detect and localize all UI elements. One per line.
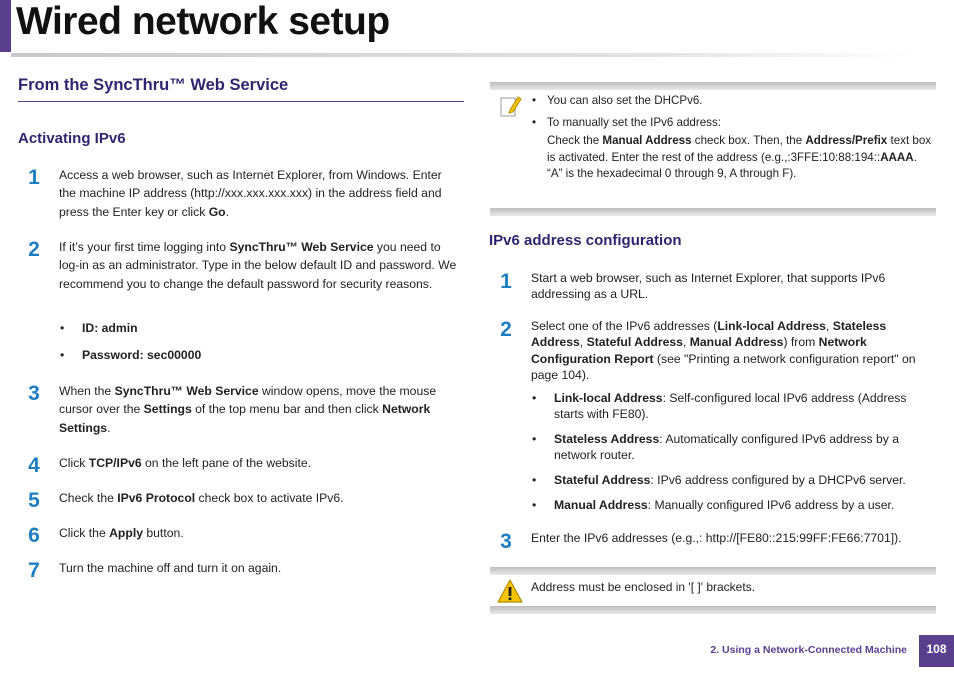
warning-top-bar — [490, 567, 936, 575]
section-heading: From the SyncThru™ Web Service — [18, 76, 289, 94]
pencil-note-icon — [497, 94, 523, 120]
sub-heading: IPv6 address configuration — [489, 232, 682, 249]
step-number: 2 — [28, 238, 40, 261]
step-text: Click the Apply button. — [59, 526, 184, 540]
header-accent-bar — [0, 0, 11, 52]
step-text: If it’s your first time logging into SyncThru™ Web Service you need to log-in as an administrator. Type in the below default ID and password. We recommend you to change the default password for security reasons. — [59, 240, 457, 291]
step-number: 2 — [500, 318, 512, 341]
step-number: 3 — [28, 382, 40, 405]
note-bottom-bar — [490, 208, 936, 216]
step-text: Check the IPv6 Protocol check box to activate IPv6. — [59, 491, 344, 505]
warning-text: Address must be enclosed in '[ ]' brackets. — [531, 580, 756, 594]
step-number: 4 — [28, 454, 40, 477]
step-text: Turn the machine off and turn it on again. — [59, 561, 282, 575]
bullet-item: • Link-local Address: Self-configured local IPv6 address (Address starts with FE80). — [554, 390, 929, 423]
step-text: Click TCP/IPv6 on the left pane of the website. — [59, 456, 312, 470]
footer-chapter: 2. Using a Network-Connected Machine — [710, 644, 907, 656]
step-number: 3 — [500, 530, 512, 553]
step-number: 5 — [28, 489, 40, 512]
step-text: Enter the IPv6 addresses (e.g.,: http://[FE80::215:99FF:FE66:7701]). — [531, 531, 902, 545]
page-number: 108 — [919, 635, 954, 667]
step-text: Access a web browser, such as Internet Explorer, from Windows. Enter the machine IP address (http://xxx.xxx.xxx.xxx) in the address field and press the Enter key or click Go. — [59, 168, 442, 219]
step-text: When the SyncThru™ Web Service window opens, move the mouse cursor over the Settings of the top menu bar and then click Network Settings. — [59, 384, 437, 435]
page-title: Wired network setup — [16, 0, 390, 43]
step-number: 1 — [28, 166, 40, 189]
bullet-item: • Stateful Address: IPv6 address configured by a DHCPv6 server. — [554, 472, 929, 488]
step-text: Start a web browser, such as Internet Explorer, that supports IPv6 addressing as a URL. — [531, 271, 886, 302]
warning-icon — [496, 578, 524, 604]
step-number: 6 — [28, 524, 40, 547]
step-number: 1 — [500, 270, 512, 293]
sub-heading: Activating IPv6 — [18, 130, 126, 147]
bullet-item: • ID: admin — [82, 321, 138, 335]
bullet-item: • Stateless Address: Automatically configured IPv6 address by a network router. — [554, 431, 929, 464]
note-detail: Check the Manual Address check box. Then, the Address/Prefix text box is activated. Enter the rest of the address (e.g.,:3FFE:10:88:194::AAAA. “A” is the hexadecimal 0 through 9, A through F). — [547, 134, 932, 181]
bullet-item: • Password: sec00000 — [82, 348, 201, 362]
step-number: 7 — [28, 559, 40, 582]
title-divider — [11, 53, 916, 57]
note-top-bar — [490, 82, 936, 90]
step-text: Select one of the IPv6 addresses (Link-local Address, Stateless Address, Stateful Address, Manual Address) from Network Configuration Report (see "Printing a network configuration report" on page 104). — [531, 319, 916, 383]
warning-bottom-bar — [490, 606, 936, 614]
note-item: • You can also set the DHCPv6. — [547, 93, 703, 110]
bullet-item: • Manual Address: Manually configured IPv6 address by a user. — [554, 497, 929, 513]
note-item: • To manually set the IPv6 address: — [547, 115, 721, 132]
section-divider — [18, 101, 464, 102]
